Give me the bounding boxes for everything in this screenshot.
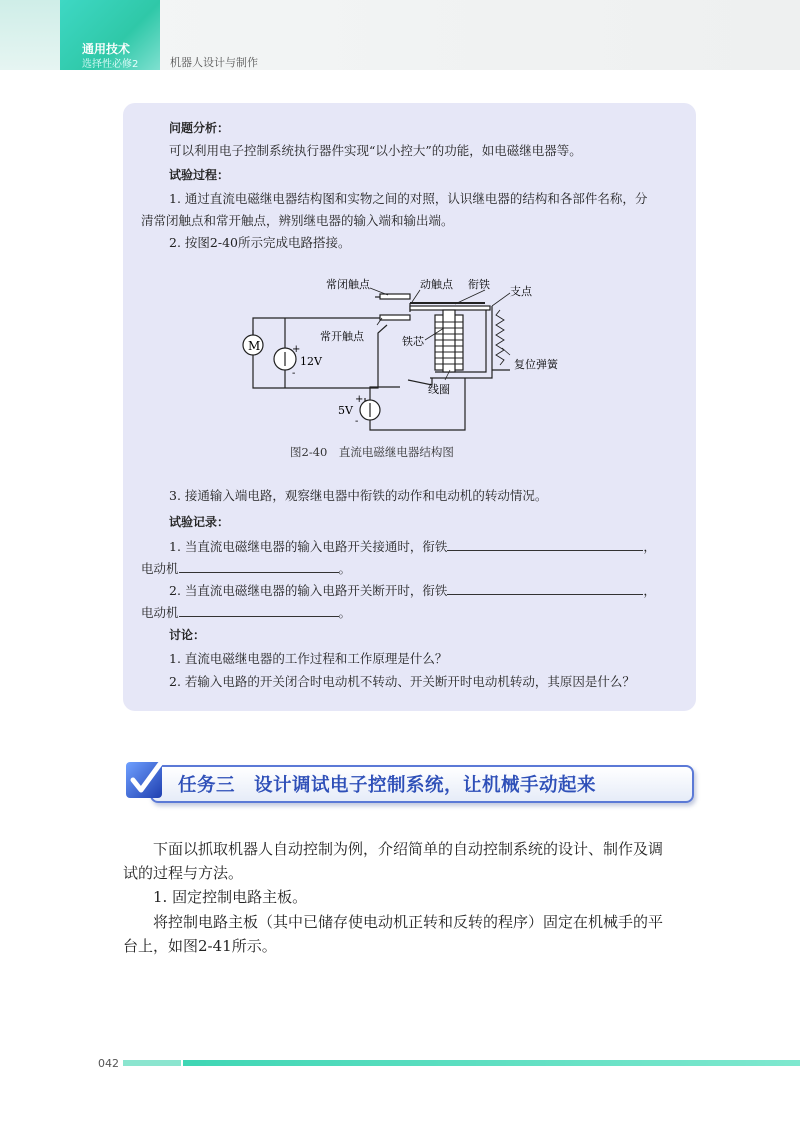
analysis-heading: 问题分析： <box>169 121 230 135</box>
plus-5v: + <box>355 394 364 405</box>
para2-line1: 将控制电路主板（其中已储存使电动机正转和反转的程序）固定在机械手的平 <box>153 913 664 931</box>
footer-bar-short <box>123 1060 181 1066</box>
step2-text: 2. 按图2-40所示完成电路搭接。 <box>169 235 351 250</box>
header-left-strip <box>0 0 60 70</box>
armature <box>410 306 490 310</box>
task-banner <box>120 758 695 806</box>
para2-line2: 台上，如图2-41所示。 <box>123 937 277 955</box>
step1-line2: 清常闭触点和常开触点，辨别继电器的输入端和输出端。 <box>141 213 454 228</box>
label-normally-open: 常开触点 <box>320 330 364 343</box>
label-return-spring: 复位弹簧 <box>514 358 558 371</box>
minus-5v: - <box>355 416 359 427</box>
discussion-q2: 2. 若输入电路的开关闭合时电动机不转动、开关断开时电动机转动，其原因是什么？ <box>169 674 635 689</box>
record2-line2: 电动机 。 <box>141 602 351 622</box>
answer-blank[interactable] <box>447 536 643 551</box>
record-heading: 试验记录： <box>169 515 230 529</box>
record2-line1: 2. 当直流电磁继电器的输入电路开关断开时，衔铁 ， <box>169 580 656 600</box>
answer-blank[interactable] <box>447 580 643 595</box>
process-heading: 试验过程： <box>169 168 230 182</box>
page-number: 042 <box>98 1057 119 1070</box>
book-subtitle: 选择性必修2 <box>82 59 139 70</box>
book-title: 通用技术 <box>82 42 131 56</box>
answer-blank[interactable] <box>179 602 339 617</box>
checkmark-icon <box>124 758 166 800</box>
iron-core <box>443 310 455 372</box>
body-step1: 1. 固定控制电路主板。 <box>153 888 308 906</box>
para1-line1: 下面以抓取机器人自动控制为例，介绍简单的自动控制系统的设计、制作及调 <box>153 840 664 858</box>
discussion-heading: 讨论： <box>169 628 206 642</box>
para1-line2: 试的过程与方法。 <box>123 864 244 882</box>
label-armature: 衔铁 <box>468 278 490 291</box>
answer-blank[interactable] <box>179 558 339 573</box>
discussion-q1: 1. 直流电磁继电器的工作过程和工作原理是什么？ <box>169 651 448 666</box>
relay-diagram <box>230 270 590 440</box>
record1-line2: 电动机 。 <box>141 558 351 578</box>
label-moving-contact: 动触点 <box>420 278 453 291</box>
normally-closed-contact <box>380 294 410 299</box>
label-normally-closed: 常闭触点 <box>326 278 370 291</box>
label-5v: 5V <box>338 404 353 417</box>
label-pivot: 支点 <box>510 285 532 298</box>
plus-12v: + <box>292 344 301 355</box>
task-title: 任务三 设计调试电子控制系统，让机械手动起来 <box>178 775 597 796</box>
label-iron-core: 铁芯 <box>402 335 424 348</box>
label-12v: 12V <box>300 355 322 368</box>
return-spring <box>496 310 504 365</box>
motor-label: M <box>248 339 261 353</box>
record1-line1: 1. 当直流电磁继电器的输入电路开关接通时，衔铁 ， <box>169 536 656 556</box>
label-coil: 线圈 <box>428 383 450 396</box>
figure-caption: 图2-40 直流电磁继电器结构图 <box>290 445 454 459</box>
analysis-text: 可以利用电子控制系统执行器件实现“以小控大”的功能，如电磁继电器等。 <box>169 143 582 158</box>
minus-12v: - <box>292 368 296 379</box>
footer-bar-long <box>183 1060 800 1066</box>
chapter-title: 机器人设计与制作 <box>170 56 258 69</box>
normally-open-contact <box>380 315 410 320</box>
step3-text: 3. 接通输入端电路，观察继电器中衔铁的动作和电动机的转动情况。 <box>169 488 548 503</box>
step1-line1: 1. 通过直流电磁继电器结构图和实物之间的对照，认识继电器的结构和各部件名称，分 <box>169 191 648 206</box>
